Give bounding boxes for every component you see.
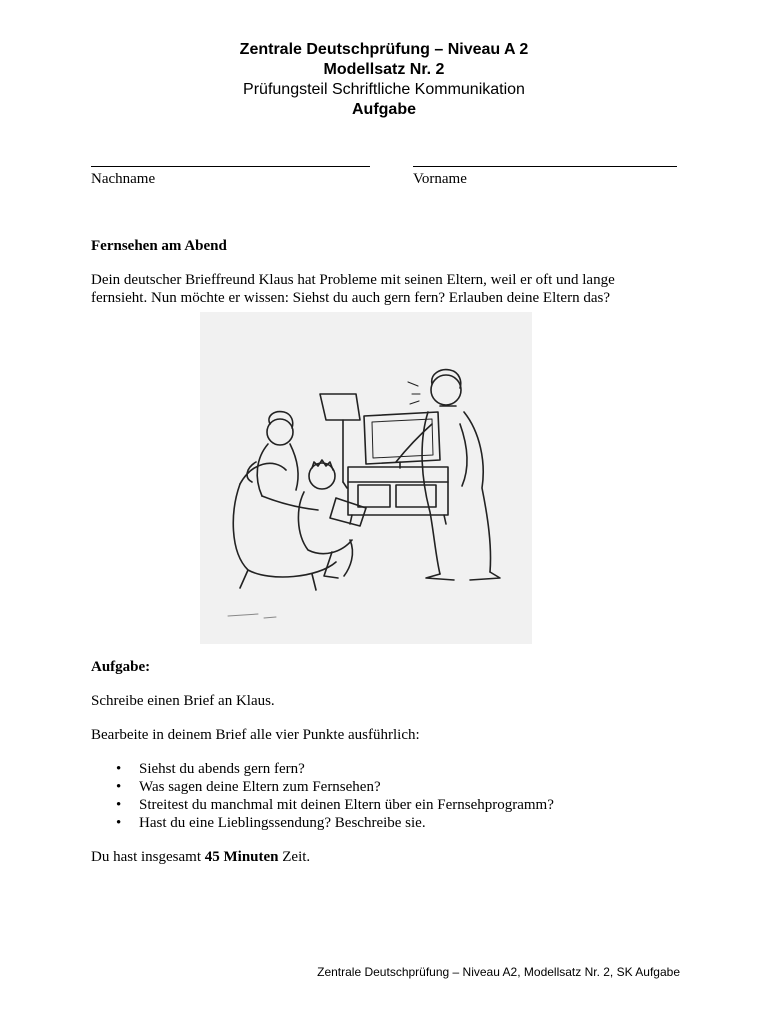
bullet-icon: •	[116, 797, 122, 813]
family-tv-illustration	[200, 312, 532, 644]
task-point-text: Siehst du abends gern fern?	[139, 761, 305, 777]
list-item	[91, 814, 681, 832]
list-item	[91, 760, 681, 778]
intro-line-1: Dein deutscher Brieffreund Klaus hat Probleme mit seinen Eltern, weil er oft und lange	[91, 272, 615, 288]
name-fields	[91, 152, 677, 192]
time-value: 45 Minuten	[204, 849, 279, 865]
task-title: Aufgabe	[352, 101, 416, 118]
bullet-icon: •	[116, 761, 122, 777]
task-heading: Aufgabe:	[91, 659, 151, 675]
task-point-text: Streitest du manchmal mit deinen Eltern über ein Fernsehprogramm?	[139, 797, 554, 813]
bullet-icon: •	[116, 815, 122, 831]
task-points-list	[91, 760, 681, 832]
model-set-title: Modellsatz Nr. 2	[323, 61, 445, 78]
time-prefix: Du hast insgesamt	[91, 849, 205, 865]
illustration	[200, 312, 532, 644]
task-point-text: Was sagen deine Eltern zum Fernsehen?	[139, 779, 381, 795]
firstname-line[interactable]	[413, 152, 677, 167]
bullet-icon: •	[116, 779, 122, 795]
task-points-intro: Bearbeite in deinem Brief alle vier Punkte ausführlich:	[91, 727, 420, 743]
task-section	[91, 658, 681, 866]
lastname-line[interactable]	[91, 152, 370, 167]
firstname-field[interactable]	[413, 152, 677, 188]
list-item	[91, 778, 681, 796]
time-note	[91, 848, 681, 866]
section-intro	[91, 237, 681, 307]
lastname-field[interactable]	[91, 152, 370, 188]
list-item	[91, 796, 681, 814]
task-instruction: Schreibe einen Brief an Klaus.	[91, 693, 275, 709]
section-title: Fernsehen am Abend	[91, 238, 227, 254]
exam-part-title: Prüfungsteil Schriftliche Kommunikation	[243, 81, 525, 98]
firstname-label: Vorname	[413, 171, 467, 187]
task-point-text: Hast du eine Lieblingssendung? Beschreibe sie.	[139, 815, 426, 831]
document-header	[0, 40, 768, 120]
page-footer: Zentrale Deutschprüfung – Niveau A2, Modellsatz Nr. 2, SK Aufgabe	[317, 965, 680, 979]
exam-title: Zentrale Deutschprüfung – Niveau A 2	[239, 41, 529, 58]
intro-line-2: fernsieht. Nun möchte er wissen: Siehst du auch gern fern? Erlauben deine Eltern das?	[91, 290, 610, 306]
lastname-label: Nachname	[91, 171, 156, 187]
time-suffix: Zeit.	[278, 849, 311, 865]
